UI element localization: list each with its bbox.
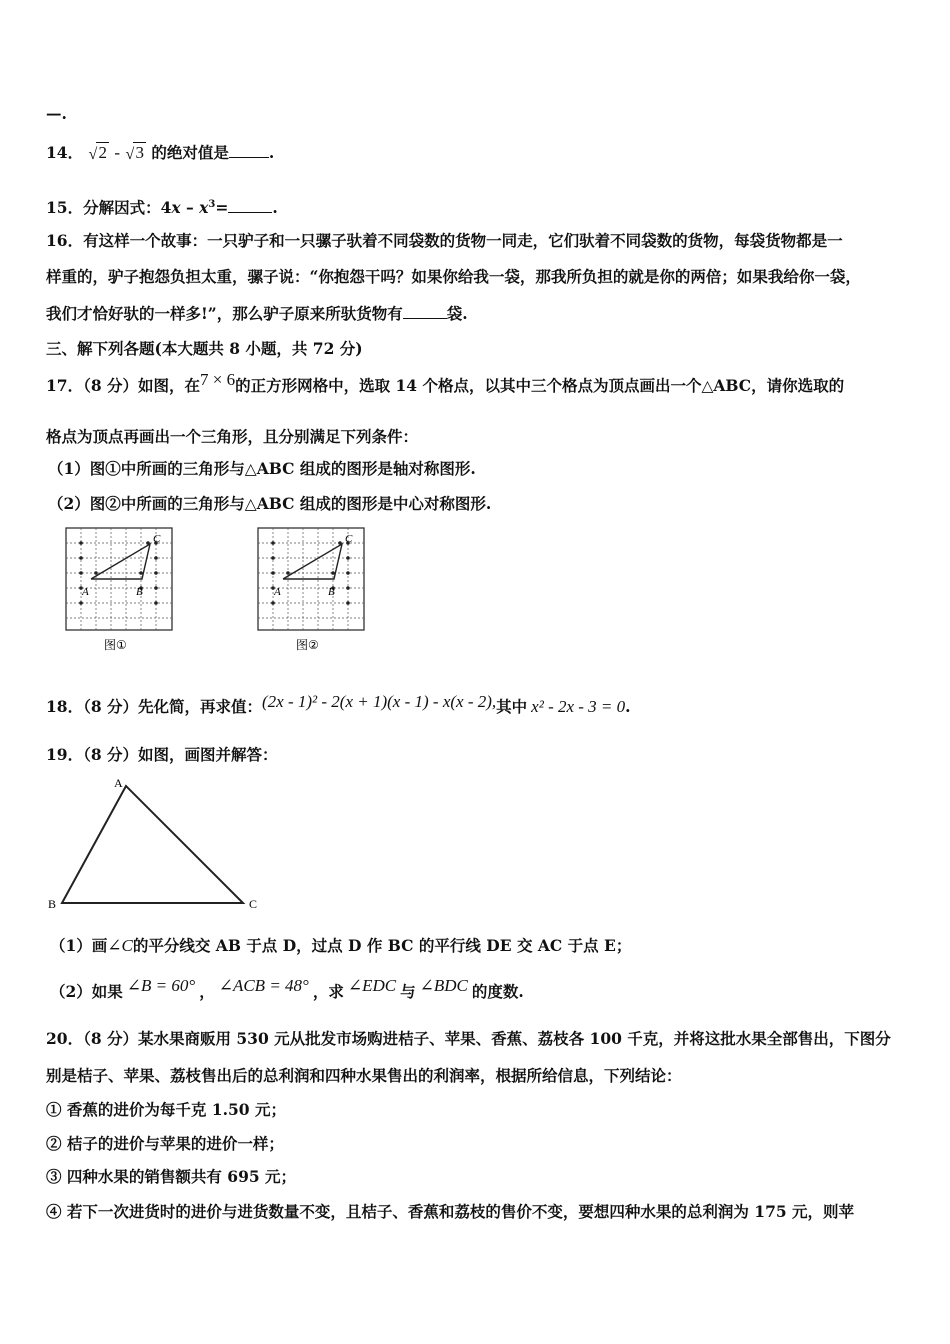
q15-exponent: 3	[208, 199, 216, 210]
question-16-line-2: 样重的，驴子抱怨负担太重，骡子说：“你抱怨干吗？如果你给我一袋，那我所负担的就是你的两倍；如果我给你一袋，	[46, 267, 861, 286]
question-19-part-2	[50, 976, 524, 1002]
q17-grid-size: 7 × 6	[200, 370, 236, 389]
q18-expression: (2x - 1)² - 2(x + 1)(x - 1) - x(x - 2),	[262, 692, 497, 711]
sqrt-3-radicand: 3	[135, 143, 144, 162]
q17-intro: 17．（8 分）如图，在	[46, 376, 201, 395]
triangle-label-A: A	[114, 776, 123, 790]
question-18	[46, 692, 631, 717]
question-16-line-3	[46, 304, 468, 324]
q18-where: 其中	[496, 697, 528, 716]
grid-figure-1	[62, 524, 180, 660]
q19-2-and: 与	[400, 982, 416, 1001]
question-17-cond-2: （2）图②中所画的三角形与△ABC 组成的图形是中心对称图形.	[48, 494, 492, 513]
question-17-line-2: 格点为顶点再画出一个三角形，且分别满足下列条件：	[46, 427, 419, 446]
grid1-label-B: B	[136, 586, 143, 598]
q19-2-angle-b: ∠B = 60°	[126, 976, 196, 995]
question-15	[46, 195, 278, 218]
grid2-label-A: A	[274, 586, 281, 598]
question-20-claim-1: ① 香蕉的进价为每千克 1.50 元；	[46, 1100, 286, 1119]
section-3-heading: 三、解下列各题(本大题共 8 小题，共 72 分)	[46, 339, 363, 358]
sqrt-2-radicand: 2	[98, 143, 107, 162]
triangle-label-C: C	[249, 897, 258, 911]
sqrt-3: √ 3	[125, 143, 144, 163]
q15-end: .	[272, 198, 278, 218]
sqrt-2: √ 2	[88, 143, 107, 163]
figure-1-caption: 图①	[104, 638, 127, 652]
answer-blank	[229, 143, 269, 158]
question-20-line-1: 20．（8 分）某水果商贩用 530 元从批发市场购进桔子、苹果、香蕉、荔枝各 100 千克，并将这批水果全部售出，下图分	[46, 1029, 891, 1048]
grid2-label-C: C	[345, 533, 353, 545]
grid-figure-2-svg	[254, 524, 372, 656]
figure-2-caption: 图②	[296, 638, 319, 652]
grid2-label-B: B	[328, 586, 335, 598]
question-16-line-1: 16．有这样一个故事：一只驴子和一只骡子驮着不同袋数的货物一同走，它们驮着不同袋数的货物，每袋货物都是一	[46, 231, 843, 250]
q18-condition: x² - 2x - 3 = 0	[531, 697, 626, 716]
q15-equals: =	[215, 198, 229, 218]
q16-end: 袋.	[446, 304, 468, 323]
triangle-figure-svg	[40, 772, 270, 917]
grid1-label-A: A	[82, 586, 89, 598]
q17-rest: 的正方形网格中，选取 14 个格点，以其中三个格点为顶点画出一个△ABC，请你选取的	[235, 376, 845, 395]
answer-blank	[228, 198, 272, 213]
grid-figure-2	[254, 524, 372, 660]
q19-2-end: 的度数.	[471, 982, 524, 1001]
answer-blank	[403, 304, 447, 319]
continuation-dash: —.	[46, 104, 67, 123]
q19-1-rest: 的平分线交 AB 于点 D，过点 D 作 BC 的平行线 DE 交 AC 于点 E；	[132, 936, 632, 955]
question-17-cond-1: （1）图①中所画的三角形与△ABC 组成的图形是轴对称图形.	[48, 459, 476, 478]
q19-1-intro: （1）画	[50, 936, 108, 955]
q14-end: .	[268, 143, 275, 162]
q15-var-x: x	[171, 198, 181, 218]
triangle-figure	[40, 772, 270, 921]
q15-minus: –	[180, 198, 200, 218]
q18-intro: 18．（8 分）先化简，再求值：	[46, 697, 263, 716]
grid1-label-C: C	[153, 533, 161, 545]
question-17-line-1	[46, 370, 845, 396]
question-20-line-2: 别是桔子、苹果、荔枝售出后的总利润和四种水果售出的利润率，根据所给信息，下列结论：	[46, 1066, 682, 1085]
question-20-claim-3: ③ 四种水果的销售额共有 695 元；	[46, 1167, 297, 1186]
question-19-part-1	[50, 936, 631, 956]
q19-2-angle-edc: ∠EDC	[347, 976, 397, 995]
triangle-label-B: B	[48, 897, 57, 911]
q16-text: 我们才恰好驮的一样多!”，那么驴子原来所驮货物有	[46, 304, 403, 323]
q19-2-intro: （2）如果	[50, 982, 123, 1001]
q15-text: 15．分解因式：4	[46, 198, 172, 218]
question-20-claim-4: ④ 若下一次进货时的进价与进货数量不变，且桔子、香蕉和荔枝的售价不变，要想四种水果的总利润为 175 元，则苹	[46, 1202, 855, 1221]
q19-1-angle: ∠C	[107, 936, 133, 955]
grid-figure-1-svg	[62, 524, 180, 656]
q19-2-comma: ，	[199, 982, 215, 1001]
q15-var-x2: x	[199, 198, 209, 218]
question-14	[46, 143, 274, 163]
q18-end: .	[625, 697, 631, 716]
q19-2-angle-bdc: ∠BDC	[419, 976, 468, 995]
question-20-claim-2: ② 桔子的进价与苹果的进价一样；	[46, 1134, 284, 1153]
q14-minus: -	[114, 143, 121, 162]
q19-2-angle-acb: ∠ACB = 48°	[218, 976, 309, 995]
q19-2-find: ，求	[312, 982, 344, 1001]
q14-number: 14．	[46, 143, 84, 162]
question-19: 19．（8 分）如图，画图并解答：	[46, 745, 278, 764]
q14-text: 的绝对值是	[151, 143, 229, 162]
